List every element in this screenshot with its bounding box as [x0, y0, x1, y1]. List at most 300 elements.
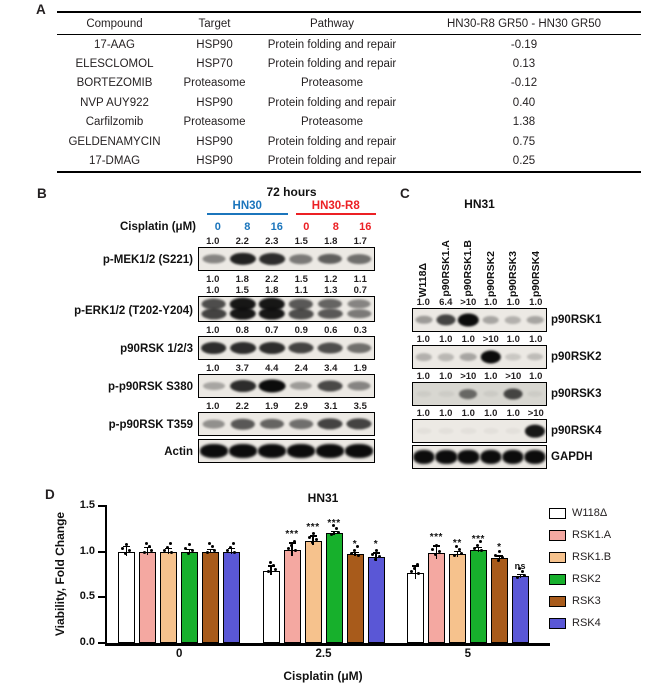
blot-lane [286, 337, 315, 359]
quant-value: 1.0 [529, 334, 543, 345]
lane-label: p90RSK2 [484, 250, 497, 297]
quant-value: 0.8 [235, 325, 249, 336]
quant-value: 1.0 [461, 334, 475, 345]
error-bar-line [520, 575, 521, 579]
table-cell: Proteasome [300, 77, 363, 90]
blot-lane [524, 446, 546, 468]
table-cell: Protein folding and repair [267, 135, 397, 148]
blot-lane [479, 420, 501, 442]
protein-band [461, 428, 476, 434]
table-header-cell: Target [198, 17, 231, 30]
protein-band [203, 382, 225, 390]
protein-band [347, 418, 372, 429]
significance-label: *** [471, 534, 485, 545]
protein-band [459, 389, 477, 399]
blot-lane [257, 297, 286, 321]
legend-label: W118Δ [572, 507, 608, 519]
quant-value: 2.3 [265, 236, 279, 247]
table-header-cell: HN30-R8 GR50 - HN30 GR50 [446, 17, 602, 30]
dose-value: 0 [214, 221, 221, 233]
protein-band [348, 300, 371, 309]
blot-lane [435, 383, 457, 405]
protein-band [348, 343, 372, 353]
y-axis-line [105, 505, 108, 645]
lane-label: p90RSK3 [507, 250, 519, 297]
data-dot [269, 561, 272, 564]
data-dot [378, 555, 381, 558]
bar [428, 553, 445, 643]
protein-band [202, 420, 225, 429]
table-cell: Proteasome [183, 116, 246, 129]
blot-lane [286, 375, 315, 397]
table-cell: 0.75 [512, 135, 536, 148]
table-cell: HSP90 [196, 96, 233, 109]
quant-value: 1.0 [416, 371, 430, 382]
legend-marker [549, 552, 566, 563]
data-dot [494, 554, 497, 557]
y-tick-label: 1.5 [79, 499, 95, 511]
blot-image [412, 419, 547, 443]
dose-value: 16 [359, 221, 372, 233]
significance-label: *** [285, 529, 299, 541]
blot-lane [457, 383, 479, 405]
quant-value: 1.0 [529, 297, 543, 308]
data-dot [460, 552, 463, 555]
protein-band [231, 419, 255, 430]
legend-label: RSK1.B [572, 551, 612, 563]
error-bar-line [457, 552, 458, 557]
error-bar-cap [310, 535, 317, 536]
blot-main [412, 408, 547, 443]
protein-band [416, 353, 432, 361]
error-bar-line [270, 566, 271, 575]
blot-lane [316, 440, 345, 462]
dose-value: 8 [332, 221, 339, 233]
y-axis-title: Viability, Fold Change [53, 511, 67, 637]
protein-band [316, 444, 344, 458]
x-tick-label: 2.5 [315, 648, 332, 660]
blot-lane [257, 337, 286, 359]
legend-item [549, 617, 611, 629]
blot-lane [257, 248, 286, 270]
blot-lane [435, 309, 457, 331]
quant-value: >10 [482, 334, 499, 345]
table-cell: Protein folding and repair [267, 155, 397, 168]
dose-axis-label: Cisplatin (μM) [119, 221, 196, 233]
blot-lane [435, 446, 457, 468]
quant-value: >10 [505, 371, 522, 382]
legend-item [549, 595, 611, 607]
blot-row [30, 236, 380, 271]
blot-label: p90RSK1 [551, 314, 602, 326]
quant-value: 2.2 [235, 401, 249, 412]
error-bar-cap [373, 552, 380, 553]
protein-band [230, 380, 256, 392]
legend-item [549, 551, 611, 563]
blot-main [198, 363, 375, 398]
protein-band [480, 351, 500, 364]
blot-main [412, 297, 547, 332]
table-cell: 17-AAG [94, 38, 135, 51]
panel-c-label: C [400, 186, 410, 201]
protein-band [318, 380, 343, 391]
blot-image [412, 445, 547, 469]
data-dot [169, 542, 172, 545]
quant-value: 0.7 [265, 325, 279, 336]
quant-value: 1.0 [484, 297, 498, 308]
blot-image [412, 345, 547, 369]
bar [139, 552, 156, 643]
quant-value: 1.0 [506, 408, 520, 419]
compound-table [57, 11, 641, 173]
western-blot-panel-c [398, 185, 669, 475]
blot-main [412, 445, 547, 469]
quant-value: 1.5 [294, 236, 308, 247]
legend-marker [549, 618, 566, 629]
error-bar-line [168, 549, 169, 554]
quantification-row [198, 285, 375, 296]
protein-band [230, 342, 256, 354]
quantification-row [412, 297, 547, 308]
data-dot [374, 558, 377, 561]
blot-lane [479, 309, 501, 331]
quant-value: >10 [527, 408, 544, 419]
table-cell: 17-DMAG [88, 155, 141, 168]
table-header-cell: Compound [86, 17, 143, 30]
data-dot [438, 550, 441, 553]
legend-label: RSK2 [572, 573, 601, 585]
blot-row [30, 363, 380, 398]
error-bar-line [231, 549, 232, 554]
quant-value: 1.0 [206, 285, 220, 296]
y-tick-label: 0.0 [79, 636, 95, 648]
data-dot [516, 576, 519, 579]
blot-lane [345, 440, 374, 462]
blot-lane [199, 297, 228, 321]
blot-lane [502, 309, 524, 331]
bar [160, 552, 177, 643]
data-dot [293, 540, 296, 543]
quant-value: 1.0 [416, 408, 430, 419]
protein-band [201, 308, 226, 319]
x-axis-title: Cisplatin (μM) [283, 669, 363, 683]
blot-lane [524, 346, 546, 368]
protein-band [259, 380, 286, 393]
blot-lane [345, 337, 374, 359]
protein-band [345, 444, 373, 458]
table-cell: HSP70 [196, 58, 233, 71]
blot-lane [413, 346, 435, 368]
blot-lane [316, 337, 345, 359]
data-dot [337, 531, 340, 534]
protein-band [437, 314, 456, 325]
table-row [57, 54, 641, 73]
protein-band [527, 353, 543, 360]
quant-value: 1.0 [439, 371, 453, 382]
quant-value: 4.4 [265, 363, 279, 374]
protein-band [483, 391, 498, 397]
table-cell: ELESCLOMOL [75, 58, 154, 71]
table-cell: 0.40 [512, 96, 536, 109]
quant-value: 2.9 [294, 401, 308, 412]
protein-band [413, 450, 434, 464]
protein-band [259, 253, 285, 265]
bar [347, 554, 364, 643]
protein-band [505, 353, 521, 360]
protein-band [438, 353, 454, 361]
quant-value: 1.0 [506, 334, 520, 345]
protein-band [480, 450, 501, 464]
quant-value: 2.2 [235, 236, 249, 247]
table-header-cell: Pathway [309, 17, 355, 30]
blot-image [198, 247, 375, 271]
table-cell: HSP90 [196, 135, 233, 148]
protein-band [230, 253, 256, 265]
data-dot [311, 541, 314, 544]
blot-lane [345, 375, 374, 397]
significance-label: * [497, 542, 502, 554]
y-tick-label: 1.0 [79, 544, 95, 557]
blot-lane [457, 420, 479, 442]
blot-row [398, 408, 669, 443]
table-row [57, 35, 641, 55]
data-dot [431, 548, 434, 551]
panel-b-title: 72 hours [266, 185, 317, 199]
significance-label: *** [327, 517, 341, 529]
lane-label: p90RSK1.A [439, 240, 452, 297]
quant-value: 1.9 [265, 401, 279, 412]
data-dot [453, 554, 456, 557]
viability-bar-chart [0, 485, 669, 688]
table-header-row [57, 12, 641, 35]
blot-lane [479, 446, 501, 468]
blot-image [198, 439, 375, 463]
data-dot [357, 554, 360, 557]
blot-lane [316, 413, 345, 435]
quant-value: 1.8 [324, 236, 338, 247]
blot-lane [479, 383, 501, 405]
blot-main [198, 236, 375, 271]
quant-value: 1.9 [353, 363, 367, 374]
quant-value: 1.8 [265, 285, 279, 296]
protein-band [289, 342, 314, 353]
lane-label: p90RSK4 [529, 250, 542, 297]
quant-value: 1.5 [235, 285, 249, 296]
panel-c-title: HN31 [464, 197, 495, 211]
bar [284, 550, 301, 643]
blot-main [198, 325, 375, 360]
blot-label: p90RSK 1/2/3 [120, 343, 193, 355]
x-tick-label: 0 [175, 648, 183, 660]
bar [368, 557, 385, 643]
legend-marker [549, 508, 566, 519]
blot-lane [524, 309, 546, 331]
protein-band [289, 308, 314, 319]
blot-lane [524, 383, 546, 405]
blot-label-cell [30, 439, 198, 463]
quant-value: 1.0 [439, 334, 453, 345]
blot-lane [413, 446, 435, 468]
blot-lane [228, 337, 257, 359]
legend-item [549, 573, 611, 585]
blot-main [412, 334, 547, 369]
bar [305, 541, 322, 643]
blot-image [198, 336, 375, 360]
protein-band [505, 428, 520, 434]
table-row [57, 132, 641, 151]
significance-label: ** [452, 537, 462, 549]
y-tick-mark [98, 596, 105, 598]
quantification-row [412, 371, 547, 382]
quant-value: 2.2 [265, 274, 279, 285]
blot-main [198, 274, 375, 322]
protein-band [229, 444, 257, 458]
protein-band [436, 450, 457, 464]
quant-value: 1.0 [484, 371, 498, 382]
protein-band [202, 254, 225, 263]
blot-lane [257, 375, 286, 397]
significance-label: * [373, 539, 379, 551]
panel-a-label: A [36, 2, 46, 17]
data-dot [211, 545, 214, 548]
table-cell: 0.25 [512, 155, 536, 168]
dose-value: 8 [244, 221, 251, 233]
blot-image [198, 374, 375, 398]
blot-lane [228, 413, 257, 435]
data-dot [523, 574, 526, 577]
table-cell: Protein folding and repair [267, 38, 397, 51]
significance-label: *** [429, 532, 443, 544]
data-dot [308, 536, 311, 539]
quant-value: 1.0 [206, 236, 220, 247]
blot-label: GAPDH [551, 451, 593, 463]
protein-band [289, 254, 312, 264]
data-dot [330, 533, 333, 536]
table-cell: Proteasome [300, 116, 363, 129]
quant-value: 3.4 [324, 363, 338, 374]
error-bar-cap [475, 547, 482, 548]
data-dot [350, 552, 353, 555]
quant-value: 0.6 [324, 325, 338, 336]
quantification-row [198, 274, 375, 285]
protein-band [287, 444, 315, 458]
blot-lane [228, 440, 257, 462]
legend-label: RSK1.A [572, 529, 612, 541]
bar [470, 550, 487, 643]
data-dot [501, 556, 504, 559]
panel-d-label: D [45, 487, 55, 502]
protein-band [200, 444, 228, 458]
lane-label: W118Δ [417, 262, 429, 297]
protein-band [439, 428, 454, 434]
blot-label-cell [30, 274, 198, 322]
western-blot-panel-b [30, 185, 395, 485]
blot-label-cell [30, 236, 198, 271]
blot-lane [257, 440, 286, 462]
quant-value: 3.5 [353, 401, 367, 412]
quant-value: >10 [460, 371, 477, 382]
bar [326, 533, 343, 643]
legend-marker [549, 530, 566, 541]
protein-band [348, 254, 372, 264]
blot-image [412, 308, 547, 332]
quant-value: 0.9 [294, 325, 308, 336]
blot-lane [228, 297, 257, 321]
cell-line-label: HN30 [207, 200, 288, 215]
bar [223, 552, 240, 643]
quant-value: 1.2 [324, 274, 338, 285]
blot-image [412, 382, 547, 406]
quant-value: 3.1 [324, 401, 338, 412]
blot-row [30, 325, 380, 360]
blot-lane [457, 346, 479, 368]
cell-line-group-labels [203, 200, 380, 215]
blot-label-cell [30, 363, 198, 398]
bar [181, 552, 198, 643]
bar [263, 571, 280, 643]
blot-label: p90RSK2 [551, 351, 602, 363]
blot-label: p-p90RSK T359 [108, 419, 193, 431]
protein-band [524, 450, 545, 464]
blot-lane [286, 297, 315, 321]
significance-label: *** [306, 522, 320, 534]
quant-value: 0.7 [353, 285, 367, 296]
error-bar-line [147, 548, 148, 555]
protein-band [416, 428, 431, 434]
blot-lane [457, 309, 479, 331]
bar [512, 576, 529, 643]
blot-row [398, 334, 669, 369]
blot-lane [345, 248, 374, 270]
table-cell: Protein folding and repair [267, 96, 397, 109]
y-tick-mark [98, 642, 105, 644]
quant-value: 1.0 [439, 408, 453, 419]
blot-lane [199, 440, 228, 462]
protein-band [318, 343, 343, 354]
quant-value: 1.1 [294, 285, 308, 296]
table-cell: BORTEZOMIB [76, 77, 153, 90]
blot-lane [199, 375, 228, 397]
blot-lane [413, 309, 435, 331]
blot-row [30, 274, 380, 322]
quant-value: 1.0 [416, 334, 430, 345]
table-row [57, 93, 641, 112]
protein-band [259, 342, 285, 354]
protein-band [201, 342, 227, 354]
blot-main [412, 371, 547, 406]
data-dot [497, 559, 500, 562]
data-dot [371, 553, 374, 556]
data-dot [434, 553, 437, 556]
blot-lane [502, 446, 524, 468]
blot-label: p90RSK3 [551, 388, 602, 400]
protein-band [348, 309, 371, 319]
protein-band [527, 391, 542, 397]
protein-band [482, 316, 499, 324]
x-tick-label: 5 [464, 648, 472, 660]
blot-lane [345, 297, 374, 321]
protein-band [439, 391, 454, 397]
quant-value: 1.0 [206, 401, 220, 412]
blot-lane [479, 346, 501, 368]
dose-value: 16 [270, 221, 283, 233]
data-dot [121, 547, 124, 550]
blot-lane [502, 383, 524, 405]
bar [491, 558, 508, 643]
blot-lane [413, 420, 435, 442]
protein-band [348, 381, 371, 390]
bar [202, 552, 219, 643]
